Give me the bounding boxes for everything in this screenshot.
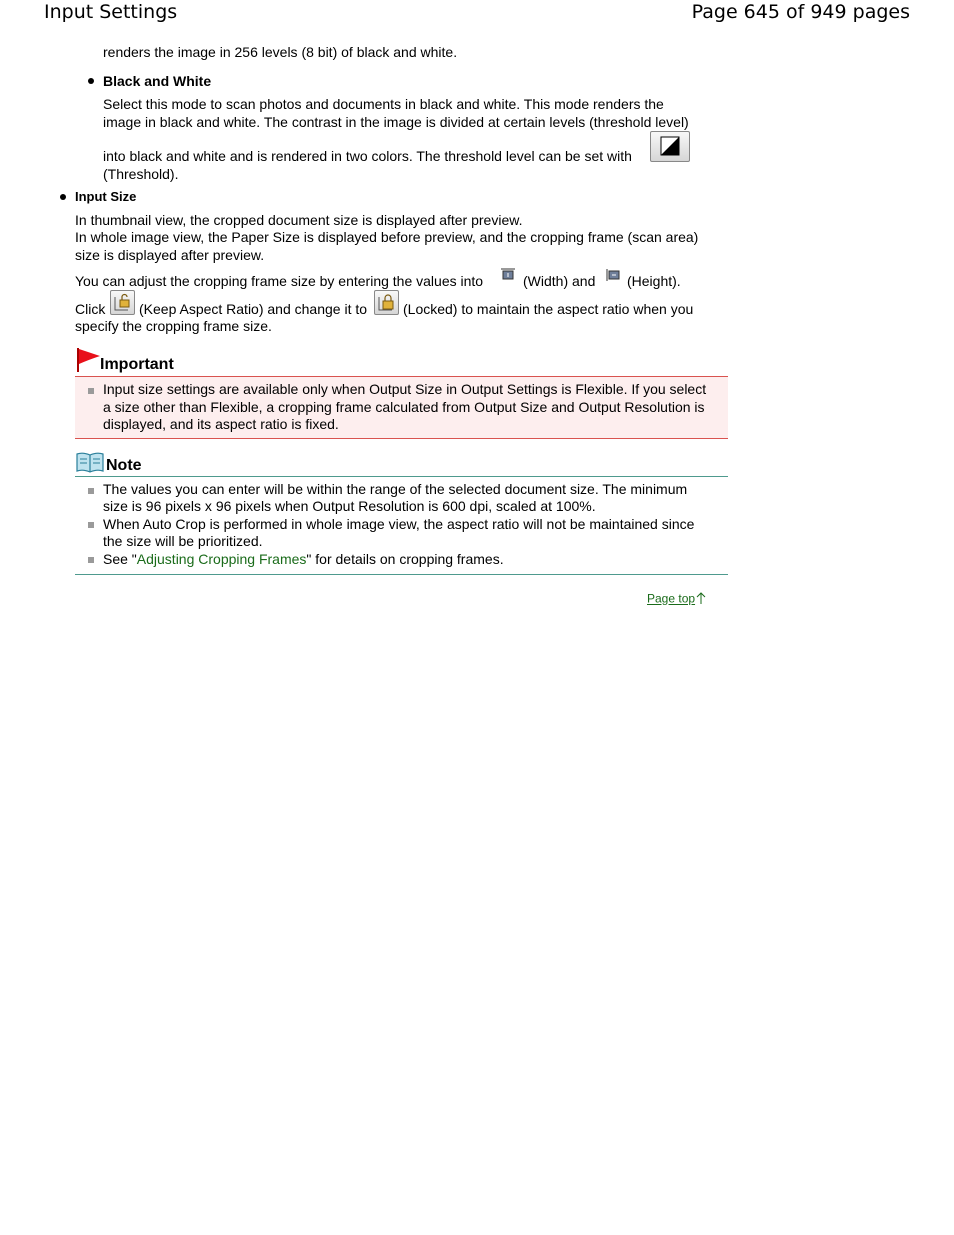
bw-line-1: Select this mode to scan photos and documents in black and white. This mode renders the: [103, 96, 664, 112]
click-text-b: (Keep Aspect Ratio) and change it to: [139, 301, 368, 317]
threshold-icon: [650, 131, 690, 162]
grayscale-description-tail: renders the image in 256 levels (8 bit) of black and white.: [103, 44, 458, 60]
important-line-3: displayed, and its aspect ratio is fixed.: [103, 416, 339, 432]
page-top-label: Page top: [647, 591, 696, 606]
input-size-line-1: In thumbnail view, the cropped document size is displayed after preview.: [75, 212, 523, 228]
important-bullet: [88, 388, 94, 394]
important-line-2: a size other than Flexible, a cropping frame calculated from Output Size and Output Resolution is: [103, 399, 705, 415]
width-icon: [500, 268, 516, 282]
bw-line-2: image in black and white. The contrast in the image is divided at certain levels (threshold level): [103, 114, 689, 130]
important-heading: Important: [100, 356, 174, 373]
note-item-2-line-2: the size will be prioritized.: [103, 533, 263, 549]
bullet-black-and-white: [88, 78, 94, 84]
important-line-1: Input size settings are available only when Output Size in Output Settings is Flexible. If you select: [103, 381, 707, 397]
note-bullet-1: [88, 488, 94, 494]
note-heading: Note: [106, 457, 142, 474]
note-item-1-line-1: The values you can enter will be within the range of the selected document size. The minimum: [103, 481, 688, 497]
page-top-link[interactable]: [647, 591, 706, 608]
note-item-2-line-1: When Auto Crop is performed in whole image view, the aspect ratio will not be maintained since: [103, 516, 695, 532]
black-and-white-heading: Black and White: [103, 73, 212, 89]
bw-line-3: into black and white and is rendered in two colors. The threshold level can be set with: [103, 148, 632, 164]
book-icon: [76, 451, 104, 473]
bw-line-4: (Threshold).: [103, 166, 179, 182]
note-item-3-pre: See ": [103, 551, 137, 567]
keep-aspect-ratio-icon: [110, 290, 135, 315]
click-text-d: specify the cropping frame size.: [75, 318, 272, 334]
note-bottom-divider: [75, 574, 728, 575]
adjusting-cropping-frames-link[interactable]: Adjusting Cropping Frames: [136, 551, 307, 567]
adjust-text-b: (Width) and: [523, 273, 596, 289]
note-bullet-3: [88, 557, 94, 563]
adjust-text-a: You can adjust the cropping frame size by entering the values into: [75, 273, 484, 289]
input-size-heading: Input Size: [75, 189, 137, 204]
click-text-a: Click: [75, 301, 106, 317]
note-item-3: [103, 551, 504, 569]
height-icon: [606, 268, 622, 282]
input-size-line-2: In whole image view, the Paper Size is displayed before preview, and the cropping frame (scan area): [75, 229, 699, 245]
note-top-divider: [75, 476, 728, 477]
input-size-line-3: size is displayed after preview.: [75, 247, 265, 263]
red-flag-icon: [76, 347, 102, 373]
page-counter: Page 645 of 949 pages: [691, 1, 910, 23]
adjust-text-c: (Height).: [627, 273, 681, 289]
bullet-input-size: [60, 194, 66, 200]
click-text-c: (Locked) to maintain the aspect ratio when you: [403, 301, 694, 317]
note-item-1-line-2: size is 96 pixels x 96 pixels when Output Resolution is 600 dpi, scaled at 100%.: [103, 498, 596, 514]
note-item-3-post: " for details on cropping frames.: [306, 551, 504, 567]
note-bullet-2: [88, 522, 94, 528]
page-title: Input Settings: [44, 1, 178, 23]
locked-icon: [374, 290, 399, 315]
arrow-up-icon: [696, 591, 706, 608]
